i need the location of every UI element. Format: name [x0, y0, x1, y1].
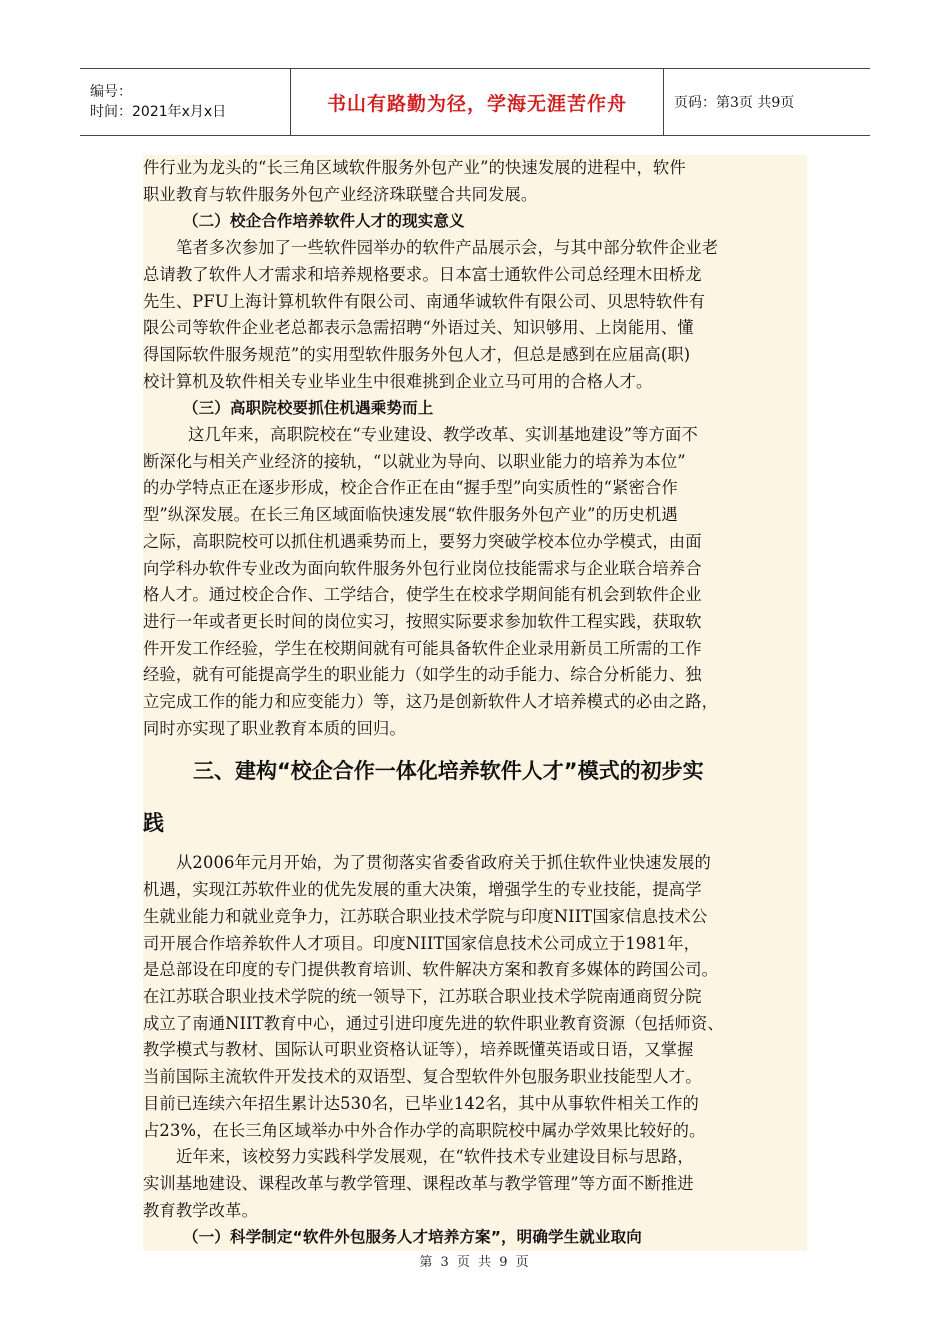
paragraph-line: 从2006年元月开始，为了贯彻落实省委省政府关于抓住软件业快速发展的 — [176, 853, 711, 873]
paragraph-line: 型”纵深发展。在长三角区域面临快速发展“软件服务外包产业”的历史机遇 — [143, 505, 678, 525]
paragraph-line: 生就业能力和就业竞争力，江苏联合职业技术学院与印度NIIT国家信息技术公 — [143, 906, 708, 926]
paragraph-line: 经验，就有可能提高学生的职业能力（如学生的动手能力、综合分析能力、独 — [143, 665, 702, 685]
paragraph-line: 向学科办软件专业改为面向软件服务外包行业岗位技能需求与企业联合培养合 — [143, 558, 702, 578]
page-label: 页码：第3页 共9页 — [674, 95, 795, 111]
paragraph-line: 这几年来，高职院校在“专业建设、教学改革、实训基地建设”等方面不 — [188, 425, 698, 445]
paragraph-line: 在江苏联合职业技术学院的统一领导下，江苏联合职业技术学院南通商贸分院 — [143, 986, 702, 1006]
paragraph-line: 教育教学改革。 — [143, 1200, 259, 1220]
section-heading-1: （一）科学制定“软件外包服务人才培养方案”，明确学生就业取向 — [183, 1228, 642, 1247]
paragraph-line: 同时亦实现了职业教育本质的回归。 — [143, 718, 406, 738]
paragraph-line: 限公司等软件企业老总都表示急需招聘“外语过关、知识够用、上岗能用、懂 — [143, 318, 694, 338]
motto-text: 书山有路勤为径，学海无涯苦作舟 — [326, 92, 627, 115]
paragraph-line: 格人才。通过校企合作、工学结合，使学生在校求学期间能有机会到软件企业 — [143, 585, 702, 605]
header-page-number — [664, 69, 870, 135]
paragraph-line: 得国际软件服务规范”的实用型软件服务外包人才，但总是感到在应届高(职) — [143, 344, 691, 364]
document-body — [143, 155, 807, 1251]
paragraph-line: 笔者多次参加了一些软件园举办的软件产品展示会，与其中部分软件企业老 — [176, 238, 719, 258]
paragraph-line: 断深化与相关产业经济的接轨，“以就业为导向、以职业能力的培养为本位” — [143, 451, 686, 471]
number-label: 编号： — [90, 84, 132, 100]
paragraph-line: 占23%，在长三角区域举办中外合作办学的高职院校中属办学效果比较好的。 — [143, 1120, 706, 1140]
paragraph-line: 实训基地建设、课程改革与教学管理、课程改革与教学管理”等方面不断推进 — [143, 1173, 694, 1193]
chapter-heading: 三、建构“校企合作一体化培养软件人才”模式的初步实 — [193, 759, 704, 784]
paragraph-line: 立完成工作的能力和应变能力）等，这乃是创新软件人才培养模式的必由之路， — [143, 692, 719, 712]
section-heading-3: （三）高职院校要抓住机遇乘势而上 — [183, 399, 434, 418]
paragraph-line: 是总部设在印度的专门提供教育培训、软件解决方案和教育多媒体的跨国公司。 — [143, 960, 719, 980]
page-header — [80, 68, 870, 136]
header-motto — [290, 69, 664, 135]
paragraph-line: 成立了南通NIIT教育中心，通过引进印度先进的软件职业教育资源（包括师资、 — [143, 1013, 724, 1033]
paragraph-line: 职业教育与软件服务外包产业经济珠联璧合共同发展。 — [143, 184, 538, 204]
paragraph-line: 机遇，实现江苏软件业的优先发展的重大决策，增强学生的专业技能，提高学 — [143, 880, 702, 900]
header-meta — [80, 69, 290, 135]
paragraph-line: 的办学特点正在逐步形成，校企合作正在由“握手型”向实质性的“紧密合作 — [143, 478, 678, 498]
footer-page-number: 第 3 页 共 9 页 — [419, 1255, 531, 1270]
time-label: 时间：2021年x月x日 — [90, 104, 227, 120]
chapter-heading-continued: 践 — [143, 811, 164, 836]
paragraph-line: 教学模式与教材、国际认可职业资格认证等），培养既懂英语或日语，又掌握 — [143, 1040, 694, 1060]
paragraph-line: 件行业为龙头的“长三角区域软件服务外包产业”的快速发展的进程中，软件 — [143, 158, 686, 177]
paragraph-line: 近年来，该校努力实践科学发展观，在“软件技术专业建设目标与思路， — [176, 1147, 694, 1167]
paragraph-line: 司开展合作培养软件人才项目。印度NIIT国家信息技术公司成立于1981年， — [143, 933, 701, 953]
paragraph-line: 进行一年或者更长时间的岗位实习，按照实际要求参加软件工程实践，获取软 — [143, 611, 702, 631]
page-footer — [0, 1251, 950, 1270]
paragraph-line: 总请教了软件人才需求和培养规格要求。日本富士通软件公司总经理木田桥龙 — [143, 264, 702, 284]
paragraph-line: 当前国际主流软件开发技术的双语型、复合型软件外包服务职业技能型人才。 — [143, 1067, 702, 1087]
paragraph-line: 校计算机及软件相关专业毕业生中很难挑到企业立马可用的合格人才。 — [143, 371, 653, 391]
paragraph-line: 目前已连续六年招生累计达530名，已毕业142名，其中从事软件相关工作的 — [143, 1093, 699, 1113]
section-heading-2: （二）校企合作培养软件人才的现实意义 — [183, 212, 465, 231]
paragraph-line: 之际，高职院校可以抓住机遇乘势而上，要努力突破学校本位办学模式，由面 — [143, 531, 702, 551]
paragraph-line: 件开发工作经验，学生在校期间就有可能具备软件企业录用新员工所需的工作 — [143, 638, 702, 658]
paragraph-line: 先生、PFU上海计算机软件有限公司、南通华诚软件有限公司、贝思特软件有 — [143, 291, 706, 311]
